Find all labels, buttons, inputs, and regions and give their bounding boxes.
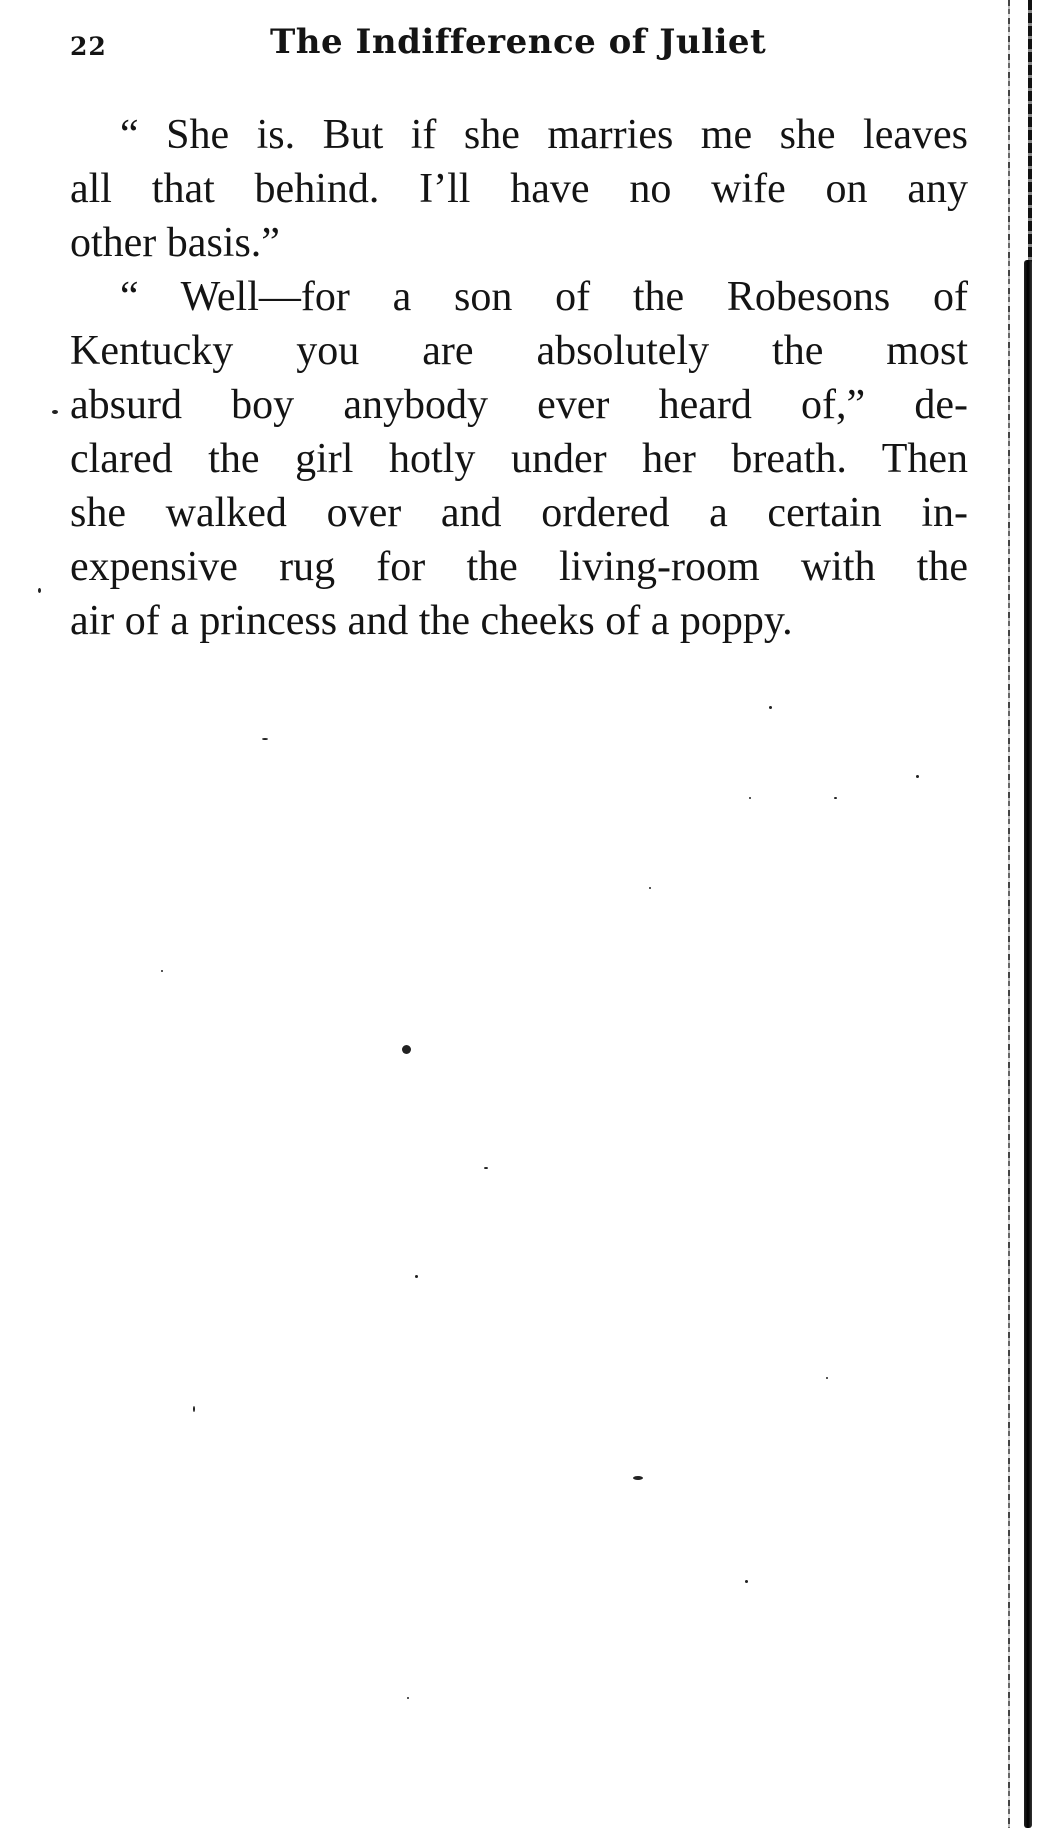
text-line: clared the girl hotly under her breath. Then bbox=[70, 436, 968, 482]
scan-speck bbox=[633, 1476, 643, 1480]
text-line: all that behind. I’ll have no wife on any bbox=[70, 166, 968, 212]
scan-speck bbox=[52, 410, 58, 414]
scan-speck bbox=[161, 970, 163, 972]
scan-edge-upper bbox=[1028, 0, 1032, 270]
page-number: 22 bbox=[70, 32, 107, 61]
text-line: “ She is. But if she marries me she leaves bbox=[120, 112, 968, 158]
scan-speck bbox=[769, 706, 772, 709]
text-line: she walked over and ordered a certain in- bbox=[70, 490, 968, 536]
scan-speck bbox=[484, 1167, 488, 1169]
text-line: Kentucky you are absolutely the most bbox=[70, 328, 968, 374]
scan-speck bbox=[193, 1406, 195, 1412]
scan-speck bbox=[916, 775, 919, 778]
scan-speck bbox=[745, 1580, 748, 1583]
scan-edge-shadow bbox=[986, 0, 1041, 1828]
text-line: air of a princess and the cheeks of a poppy. bbox=[70, 598, 793, 644]
scan-speck bbox=[402, 1045, 411, 1054]
scan-edge-thick-line bbox=[1024, 260, 1032, 1828]
text-line: other basis.” bbox=[70, 220, 280, 266]
scan-speck bbox=[415, 1275, 418, 1278]
text-line: absurd boy anybody ever heard of,” de- bbox=[70, 382, 968, 428]
scan-edge-thin-line bbox=[1008, 0, 1010, 1828]
page-header bbox=[70, 18, 970, 68]
scan-speck bbox=[38, 588, 41, 593]
scan-speck bbox=[826, 1377, 828, 1379]
scan-speck bbox=[262, 738, 268, 740]
scan-speck bbox=[649, 887, 651, 889]
body-text bbox=[70, 108, 968, 648]
text-line: expensive rug for the living-room with the bbox=[70, 544, 968, 590]
scan-speck bbox=[407, 1697, 409, 1699]
scan-speck bbox=[834, 797, 837, 799]
text-line: “ Well—for a son of the Robesons of bbox=[120, 274, 968, 320]
scan-speck bbox=[749, 797, 751, 799]
running-title: The Indifference of Juliet bbox=[270, 22, 767, 62]
